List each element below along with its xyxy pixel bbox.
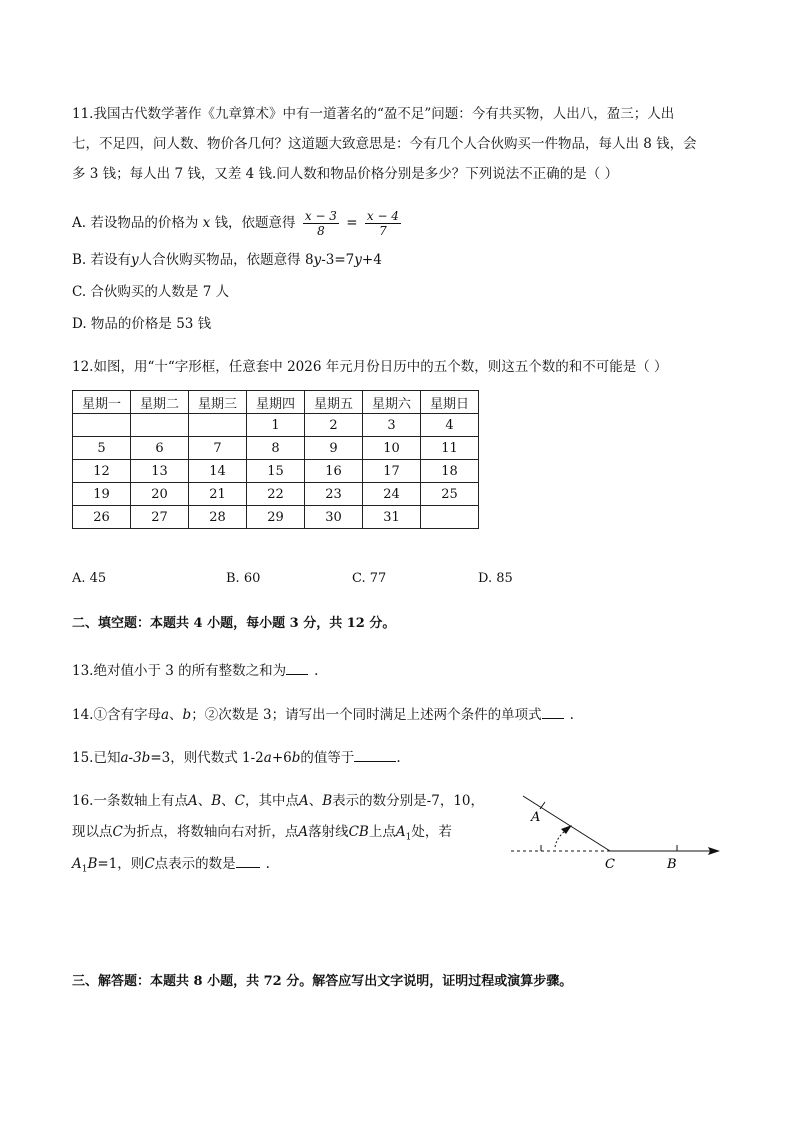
calendar-cell: 10 [363,437,421,460]
q14-answer-blank [542,704,564,719]
calendar-cell [131,414,189,437]
figure-label-b: B [667,857,677,872]
q16-answer-blank [236,853,260,868]
calendar-cell: 22 [247,483,305,506]
q12-option-d: D. 85 [478,571,513,586]
q11-fraction-2-numerator: x − 4 [366,209,399,223]
q11-option-b-var: y [131,252,139,268]
q16-point-b-3: B [87,856,98,872]
q16-point-a1: A [395,824,406,840]
q16-line-3 [72,853,270,880]
q11-option-b-pre: B. 若设有 [72,252,132,268]
calendar-cell: 20 [131,483,189,506]
calendar-cell: 9 [305,437,363,460]
calendar-header-cell: 星期五 [305,391,363,414]
calendar-cell: 28 [189,506,247,529]
section-2-heading: 二、填空题：本题共 4 小题，每小题 3 分，共 12 分。 [72,616,396,631]
q11-option-a-var: x [202,215,211,231]
calendar-cell: 25 [421,483,479,506]
q11-option-a-pre: A. 若设物品的价格为 [72,215,199,231]
q16-c2: 、 [221,793,235,809]
q16-l2-pre: 现以点 [72,824,113,840]
q15-var-a: a [263,750,272,766]
q16-ray-cb: CB [348,824,369,840]
q13-text: 13.绝对值小于 3 的所有整数之和为 [72,663,287,679]
q16-point-a: A [187,793,198,809]
q11-option-b-mid2: -3=7 [321,252,355,268]
calendar-header-cell: 星期四 [247,391,305,414]
q16-point-a-3: A [298,824,309,840]
calendar-table [72,390,479,529]
q16-point-a-2: A [299,793,309,809]
number-line-figure [505,790,730,880]
q15-var-b: b [291,750,301,766]
calendar-row [73,460,479,483]
q16-l3-post: 点表示的数是 [154,856,236,872]
calendar-cell: 17 [363,460,421,483]
q11-option-d: D. 物品的价格是 53 钱 [72,316,212,332]
q11-fraction-1-numerator: x − 3 [304,209,337,223]
q11-option-a-mid: 钱，依题意得 [214,215,296,231]
calendar-cell: 16 [305,460,363,483]
q11-option-c: C. 合伙购买的人数是 7 人 [72,284,230,300]
q16-point-c-2: C [112,824,123,840]
calendar-cell [189,414,247,437]
q11-option-b-var3: y [354,252,362,268]
calendar-row [73,437,479,460]
calendar-cell: 11 [421,437,479,460]
q11-option-b-var2: y [313,252,322,268]
calendar-cell: 24 [363,483,421,506]
calendar-cell: 1 [247,414,305,437]
q13 [72,660,318,681]
q15 [72,747,401,768]
q16-l2-mid3: 上点 [368,824,396,840]
q16-c3: 、 [308,793,323,809]
q16-l3-end: . [265,856,270,872]
calendar-cell: 7 [189,437,247,460]
calendar-cell: 18 [421,460,479,483]
q16-line-2 [72,822,452,848]
calendar-cell: 29 [247,506,305,529]
calendar-cell: 26 [73,506,131,529]
calendar-cell: 27 [131,506,189,529]
calendar-header-cell: 星期日 [421,391,479,414]
q15-pre: 15.已知 [72,750,121,766]
calendar-header-cell: 星期一 [73,391,131,414]
q11-option-b [72,250,382,270]
q11-line-3: 多 3 钱；每人出 7 钱，又差 4 钱.问人数和物品价格分别是多少？下列说法不正确的是（ ） [72,166,619,182]
q14 [72,704,574,725]
calendar-cell: 3 [363,414,421,437]
q16-l1-end: 表示的数分别是-7，10， [332,793,485,809]
q16-point-a1-sub: 1 [405,832,412,843]
q13-answer-blank [286,660,308,675]
calendar-cell: 30 [305,506,363,529]
calendar-cell: 12 [73,460,131,483]
calendar-cell [73,414,131,437]
q16-l2-mid: 为折点，将数轴向右对折，点 [122,824,299,840]
calendar-row [73,506,479,529]
q14-end: . [569,707,574,723]
calendar-cell: 21 [189,483,247,506]
q12-option-c: C. 77 [352,571,387,586]
q16-point-a1-2: A [72,856,82,872]
calendar-row [73,414,479,437]
q16-l3-mid: =1，则 [97,856,145,872]
q11-option-b-end: +4 [361,252,382,268]
q15-end: . [396,750,401,766]
q16-point-b-2: B [322,793,333,809]
q14-post: ；②次数是 3；请写出一个同时满足上述两个条件的单项式 [191,707,542,723]
q11-option-a [72,206,404,240]
q13-end: . [314,663,319,679]
q16-l1-mid: ，其中点 [245,793,299,809]
q12-stem: 12.如图，用“十“字形框，任意套中 2026 年元月份日历中的五个数，则这五个数的和不可能是（ ） [72,359,668,375]
q15-condition: a-3b [120,750,151,766]
calendar-cell: 2 [305,414,363,437]
q16-point-c-3: C [144,856,155,872]
q15-answer-blank [354,747,396,762]
q11-fraction-2 [365,209,401,238]
calendar-cell: 5 [73,437,131,460]
q14-var-b: b [182,707,192,723]
q11-fraction-1 [303,209,339,238]
q16-line-1 [72,791,484,811]
q11-equals-sign: = [346,215,358,231]
q15-post: 的值等于 [300,750,355,766]
q16-point-b: B [211,793,222,809]
q16-l2-mid2: 落射线 [308,824,349,840]
q12-option-b: B. 60 [226,571,261,586]
q11-line-1: 11.我国古代数学著作《九章算术》中有一道著名的“盈不足”问题：今有共买物，人出八，盈三；人出 [72,106,675,122]
calendar-cell: 14 [189,460,247,483]
q14-sep: 、 [169,707,183,723]
q16-c1: 、 [197,793,212,809]
q16-l2-end: 处，若 [411,824,452,840]
q12-option-a: A. 45 [72,571,107,586]
q15-condition-end: =3，则代数式 1-2 [150,750,264,766]
q11-option-b-mid: 人合伙购买物品，依题意得 8 [138,252,314,268]
calendar-header-cell: 星期六 [363,391,421,414]
calendar-cell: 6 [131,437,189,460]
calendar-cell: 13 [131,460,189,483]
calendar-row [73,483,479,506]
calendar-cell: 15 [247,460,305,483]
calendar-cell: 8 [247,437,305,460]
calendar-header-cell: 星期三 [189,391,247,414]
calendar-cell [421,506,479,529]
calendar-cell: 19 [73,483,131,506]
q11-fraction-2-denominator: 7 [379,224,387,238]
calendar-cell: 4 [421,414,479,437]
q14-pre: 14.①含有字母 [72,707,161,723]
section-3-heading: 三、解答题：本题共 8 小题，共 72 分。解答应写出文字说明，证明过程或演算步骤。 [72,974,573,989]
figure-label-c: C [605,857,615,872]
q15-mid: +6 [271,750,292,766]
figure-label-a: A [531,810,541,825]
calendar-header-row [73,391,479,414]
q16-point-c: C [234,793,245,809]
q16-point-a1-2-sub: 1 [81,864,88,875]
q11-line-2: 七，不足四，问人数、物价各几何？这道题大致意思是：今有几个人合伙购买一件物品，每人出 8 钱，会 [72,136,697,152]
q11-fraction-1-denominator: 8 [317,224,325,238]
calendar-cell: 23 [305,483,363,506]
q14-var-a: a [160,707,170,723]
q16-l1-pre: 16.一条数轴上有点 [72,793,188,809]
calendar-cell: 31 [363,506,421,529]
calendar-header-cell: 星期二 [131,391,189,414]
